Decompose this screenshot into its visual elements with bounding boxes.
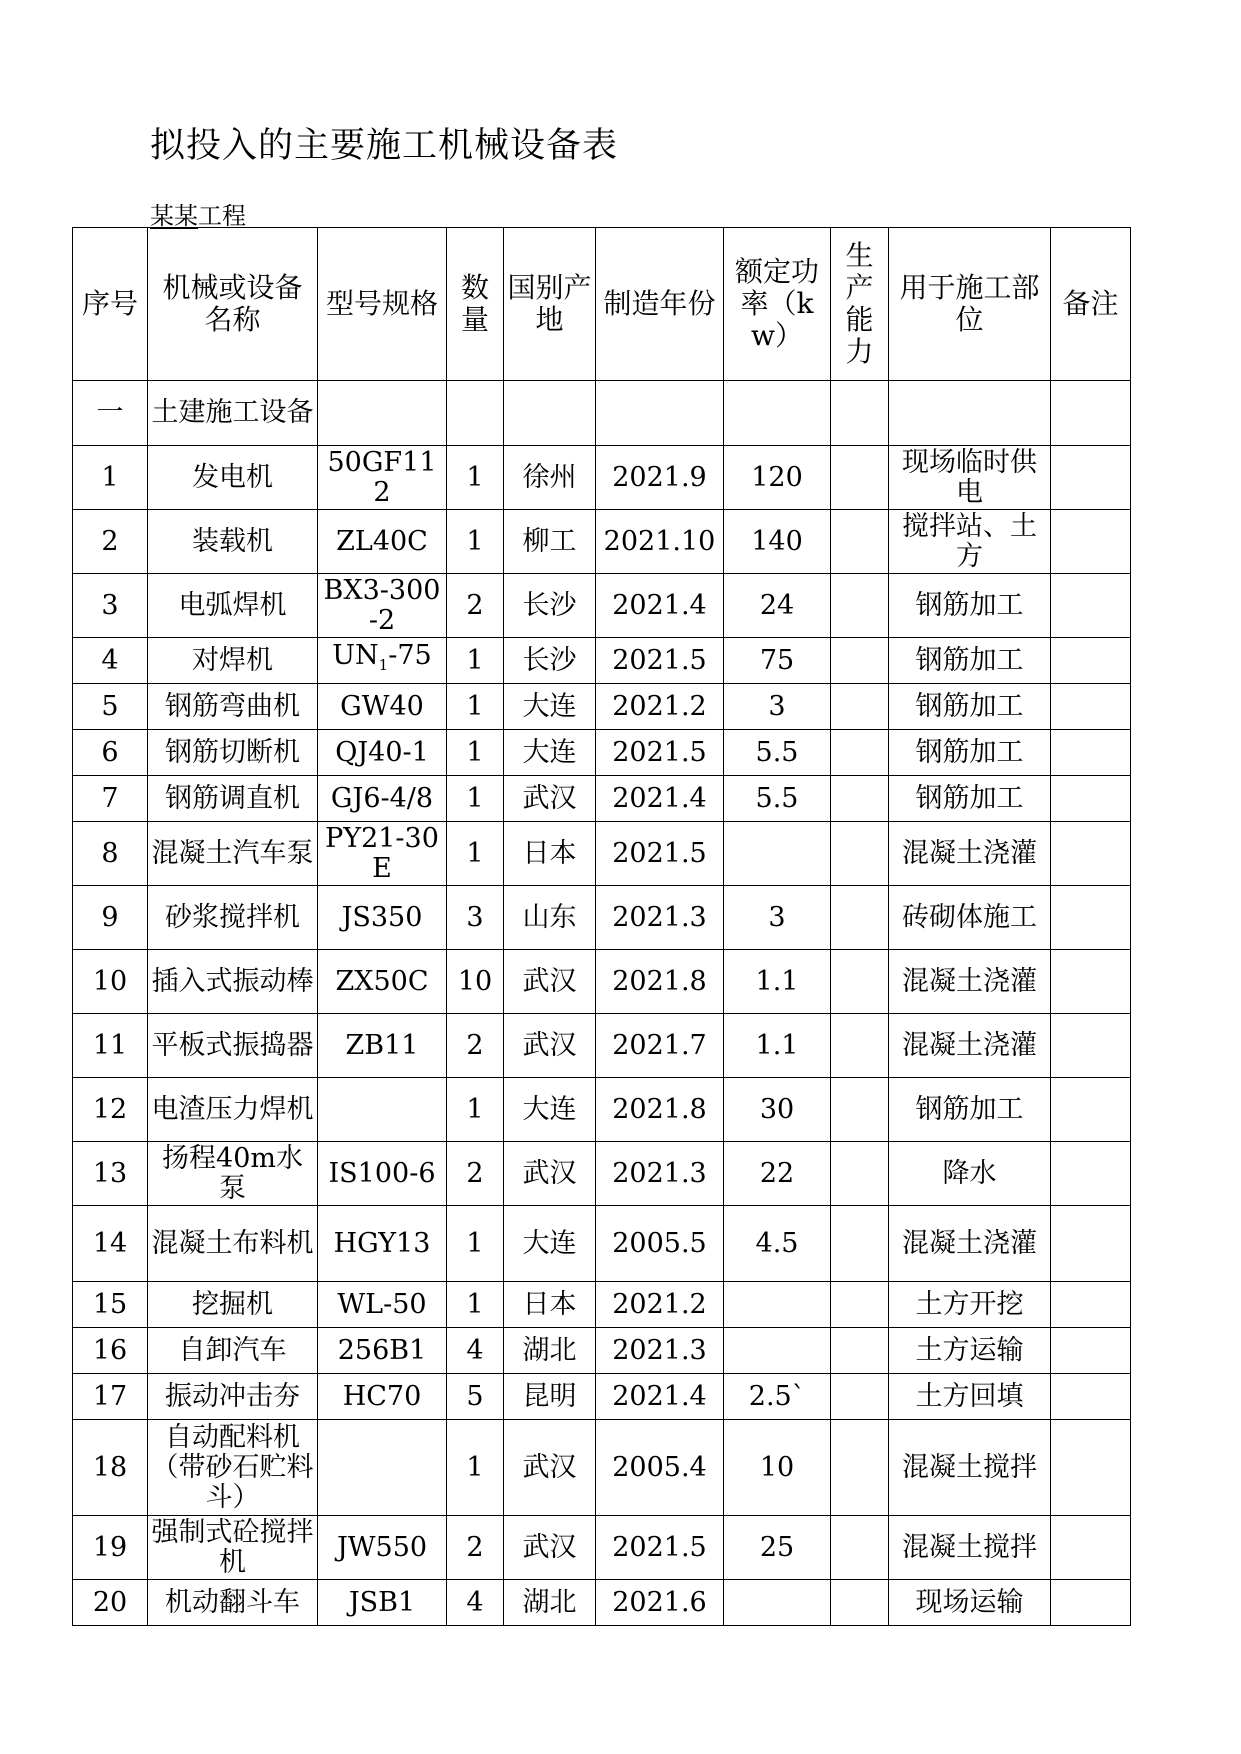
model-spec-tail: -75	[388, 640, 432, 671]
table-row	[73, 1282, 1131, 1328]
row-number: 7	[73, 776, 148, 822]
model-spec: HC70	[318, 1374, 447, 1420]
header-cell: 备注	[1051, 228, 1131, 381]
remark	[1051, 1282, 1131, 1328]
origin: 武汉	[504, 1142, 596, 1206]
rated-power	[724, 1328, 831, 1374]
capacity	[831, 1580, 889, 1626]
remark	[1051, 1078, 1131, 1142]
capacity	[831, 1328, 889, 1374]
header-cell: 国别产地	[504, 228, 596, 381]
rated-power	[724, 1282, 831, 1328]
equipment-name: 混凝土汽车泵	[148, 822, 318, 886]
row-number: 13	[73, 1142, 148, 1206]
capacity	[831, 1206, 889, 1282]
usage-location: 钢筋加工	[889, 684, 1051, 730]
manufacture-year: 2021.5	[596, 1516, 724, 1580]
model-spec-subscript: 1	[378, 656, 389, 674]
equipment-name: 钢筋调直机	[148, 776, 318, 822]
rated-power: 3	[724, 684, 831, 730]
quantity: 3	[447, 886, 504, 950]
rated-power: 2.5`	[724, 1374, 831, 1420]
remark	[1051, 1014, 1131, 1078]
quantity: 4	[447, 1328, 504, 1374]
quantity: 2	[447, 1014, 504, 1078]
remark	[1051, 730, 1131, 776]
rated-power: 140	[724, 510, 831, 574]
model-spec: QJ40-1	[318, 730, 447, 776]
origin: 大连	[504, 684, 596, 730]
manufacture-year: 2021.3	[596, 1328, 724, 1374]
quantity: 2	[447, 1516, 504, 1580]
table-row	[73, 1014, 1131, 1078]
rated-power: 5.5	[724, 776, 831, 822]
equipment-name: 电渣压力焊机	[148, 1078, 318, 1142]
header-cell: 序号	[73, 228, 148, 381]
capacity	[831, 1516, 889, 1580]
capacity	[831, 1420, 889, 1516]
equipment-name: 插入式振动棒	[148, 950, 318, 1014]
equipment-name: 电弧焊机	[148, 574, 318, 638]
quantity: 1	[447, 1206, 504, 1282]
table-row	[73, 1516, 1131, 1580]
header-cell: 额定功率（kw）	[724, 228, 831, 381]
row-number: 15	[73, 1282, 148, 1328]
remark	[1051, 1420, 1131, 1516]
row-number: 9	[73, 886, 148, 950]
manufacture-year: 2021.10	[596, 510, 724, 574]
remark	[1051, 1516, 1131, 1580]
quantity: 1	[447, 776, 504, 822]
model-spec	[318, 1078, 447, 1142]
header-cell: 机械或设备名称	[148, 228, 318, 381]
usage-location: 混凝土搅拌	[889, 1420, 1051, 1516]
equipment-name: 振动冲击夯	[148, 1374, 318, 1420]
table-row	[73, 1142, 1131, 1206]
section-row	[73, 381, 1131, 446]
manufacture-year: 2021.5	[596, 822, 724, 886]
remark	[1051, 684, 1131, 730]
model-spec-main: UN	[332, 640, 379, 671]
table-row	[73, 950, 1131, 1014]
rated-power: 120	[724, 446, 831, 510]
usage-location: 土方开挖	[889, 1282, 1051, 1328]
manufacture-year: 2021.8	[596, 1078, 724, 1142]
capacity	[831, 776, 889, 822]
quantity: 1	[447, 730, 504, 776]
table-row	[73, 776, 1131, 822]
equipment-name: 装载机	[148, 510, 318, 574]
quantity: 1	[447, 1282, 504, 1328]
rated-power: 30	[724, 1078, 831, 1142]
table-row	[73, 510, 1131, 574]
model-spec: IS100-6	[318, 1142, 447, 1206]
table-row	[73, 1328, 1131, 1374]
quantity: 2	[447, 1142, 504, 1206]
capacity	[831, 446, 889, 510]
quantity: 4	[447, 1580, 504, 1626]
model-spec: ZB11	[318, 1014, 447, 1078]
origin: 日本	[504, 822, 596, 886]
manufacture-year: 2021.9	[596, 446, 724, 510]
usage-location: 土方运输	[889, 1328, 1051, 1374]
rated-power	[724, 822, 831, 886]
rated-power: 75	[724, 638, 831, 684]
manufacture-year: 2021.6	[596, 1580, 724, 1626]
equipment-name: 混凝土布料机	[148, 1206, 318, 1282]
quantity: 1	[447, 684, 504, 730]
manufacture-year: 2021.5	[596, 730, 724, 776]
remark	[1051, 776, 1131, 822]
rated-power: 4.5	[724, 1206, 831, 1282]
model-spec: JS350	[318, 886, 447, 950]
remark	[1051, 1374, 1131, 1420]
table-row	[73, 638, 1131, 684]
row-number: 3	[73, 574, 148, 638]
capacity	[831, 638, 889, 684]
table-row	[73, 446, 1131, 510]
equipment-name: 钢筋切断机	[148, 730, 318, 776]
rated-power: 22	[724, 1142, 831, 1206]
quantity: 10	[447, 950, 504, 1014]
remark	[1051, 886, 1131, 950]
quantity: 1	[447, 822, 504, 886]
table-row	[73, 684, 1131, 730]
table-row	[73, 822, 1131, 886]
manufacture-year: 2021.4	[596, 776, 724, 822]
row-number: 12	[73, 1078, 148, 1142]
rated-power: 5.5	[724, 730, 831, 776]
origin: 武汉	[504, 1420, 596, 1516]
usage-location: 现场临时供电	[889, 446, 1051, 510]
capacity	[831, 1282, 889, 1328]
usage-location: 砖砌体施工	[889, 886, 1051, 950]
origin: 湖北	[504, 1328, 596, 1374]
row-number: 19	[73, 1516, 148, 1580]
project-name	[150, 196, 246, 231]
row-number: 4	[73, 638, 148, 684]
origin: 徐州	[504, 446, 596, 510]
capacity	[831, 1142, 889, 1206]
origin: 长沙	[504, 638, 596, 684]
equipment-name: 自动配料机（带砂石贮料斗）	[148, 1420, 318, 1516]
equipment-name: 强制式砼搅拌机	[148, 1516, 318, 1580]
manufacture-year: 2005.4	[596, 1420, 724, 1516]
row-number: 5	[73, 684, 148, 730]
row-number: 16	[73, 1328, 148, 1374]
equipment-name: 平板式振捣器	[148, 1014, 318, 1078]
model-spec: JW550	[318, 1516, 447, 1580]
usage-location: 混凝土搅拌	[889, 1516, 1051, 1580]
usage-location: 钢筋加工	[889, 1078, 1051, 1142]
capacity	[831, 1078, 889, 1142]
origin: 大连	[504, 1206, 596, 1282]
usage-location: 混凝土浇灌	[889, 1014, 1051, 1078]
manufacture-year: 2021.2	[596, 684, 724, 730]
rated-power: 3	[724, 886, 831, 950]
origin: 柳工	[504, 510, 596, 574]
header-cell: 生产能力	[831, 228, 889, 381]
row-number: 8	[73, 822, 148, 886]
row-number: 11	[73, 1014, 148, 1078]
rated-power: 24	[724, 574, 831, 638]
rated-power	[724, 1580, 831, 1626]
usage-location: 钢筋加工	[889, 776, 1051, 822]
header-row	[73, 228, 1131, 381]
origin: 武汉	[504, 1014, 596, 1078]
table-row	[73, 1374, 1131, 1420]
rated-power: 1.1	[724, 1014, 831, 1078]
usage-location: 混凝土浇灌	[889, 950, 1051, 1014]
equipment-name: 发电机	[148, 446, 318, 510]
remark	[1051, 446, 1131, 510]
model-spec: WL-50	[318, 1282, 447, 1328]
header-cell: 型号规格	[318, 228, 447, 381]
section-title: 土建施工设备	[148, 381, 318, 446]
row-number: 1	[73, 446, 148, 510]
origin: 武汉	[504, 776, 596, 822]
origin: 日本	[504, 1282, 596, 1328]
model-spec: ZL40C	[318, 510, 447, 574]
remark	[1051, 1142, 1131, 1206]
manufacture-year: 2021.2	[596, 1282, 724, 1328]
usage-location: 混凝土浇灌	[889, 822, 1051, 886]
origin: 大连	[504, 730, 596, 776]
capacity	[831, 1374, 889, 1420]
equipment-name: 挖掘机	[148, 1282, 318, 1328]
origin: 昆明	[504, 1374, 596, 1420]
table-row	[73, 730, 1131, 776]
usage-location: 钢筋加工	[889, 730, 1051, 776]
row-number: 14	[73, 1206, 148, 1282]
section-number: 一	[73, 381, 148, 446]
row-number: 17	[73, 1374, 148, 1420]
quantity: 1	[447, 1420, 504, 1516]
model-spec: BX3-300-2	[318, 574, 447, 638]
quantity: 1	[447, 446, 504, 510]
origin: 山东	[504, 886, 596, 950]
usage-location: 混凝土浇灌	[889, 1206, 1051, 1282]
quantity: 1	[447, 638, 504, 684]
table-row	[73, 1206, 1131, 1282]
capacity	[831, 886, 889, 950]
manufacture-year: 2021.3	[596, 1142, 724, 1206]
quantity: 5	[447, 1374, 504, 1420]
manufacture-year: 2021.8	[596, 950, 724, 1014]
row-number: 20	[73, 1580, 148, 1626]
origin: 大连	[504, 1078, 596, 1142]
capacity	[831, 730, 889, 776]
table-row	[73, 1580, 1131, 1626]
header-cell: 数量	[447, 228, 504, 381]
header-cell: 用于施工部位	[889, 228, 1051, 381]
capacity	[831, 950, 889, 1014]
manufacture-year: 2021.3	[596, 886, 724, 950]
usage-location: 钢筋加工	[889, 638, 1051, 684]
remark	[1051, 1206, 1131, 1282]
rated-power: 25	[724, 1516, 831, 1580]
capacity	[831, 684, 889, 730]
model-spec	[318, 1420, 447, 1516]
capacity	[831, 822, 889, 886]
model-spec: HGY13	[318, 1206, 447, 1282]
manufacture-year: 2021.4	[596, 1374, 724, 1420]
model-spec: PY21-30E	[318, 822, 447, 886]
row-number: 18	[73, 1420, 148, 1516]
remark	[1051, 510, 1131, 574]
origin: 湖北	[504, 1580, 596, 1626]
model-spec: GJ6-4/8	[318, 776, 447, 822]
usage-location: 钢筋加工	[889, 574, 1051, 638]
rated-power: 1.1	[724, 950, 831, 1014]
model-spec	[318, 638, 447, 684]
manufacture-year: 2021.7	[596, 1014, 724, 1078]
quantity: 2	[447, 574, 504, 638]
usage-location: 搅拌站、土方	[889, 510, 1051, 574]
rated-power: 10	[724, 1420, 831, 1516]
origin: 武汉	[504, 950, 596, 1014]
usage-location: 土方回填	[889, 1374, 1051, 1420]
equipment-name: 扬程40m水泵	[148, 1142, 318, 1206]
header-cell: 制造年份	[596, 228, 724, 381]
model-spec: ZX50C	[318, 950, 447, 1014]
model-spec: 50GF112	[318, 446, 447, 510]
manufacture-year: 2005.5	[596, 1206, 724, 1282]
model-spec: 256B1	[318, 1328, 447, 1374]
origin: 长沙	[504, 574, 596, 638]
table-row	[73, 1078, 1131, 1142]
quantity: 1	[447, 1078, 504, 1142]
equipment-name: 自卸汽车	[148, 1328, 318, 1374]
row-number: 6	[73, 730, 148, 776]
row-number: 10	[73, 950, 148, 1014]
table-row	[73, 574, 1131, 638]
quantity: 1	[447, 510, 504, 574]
equipment-table	[72, 227, 1131, 1626]
manufacture-year: 2021.5	[596, 638, 724, 684]
project-name-underlined: 某某	[150, 202, 198, 230]
model-spec: JSB1	[318, 1580, 447, 1626]
origin: 武汉	[504, 1516, 596, 1580]
equipment-name: 砂浆搅拌机	[148, 886, 318, 950]
remark	[1051, 1580, 1131, 1626]
usage-location: 降水	[889, 1142, 1051, 1206]
remark	[1051, 822, 1131, 886]
remark	[1051, 574, 1131, 638]
usage-location: 现场运输	[889, 1580, 1051, 1626]
capacity	[831, 574, 889, 638]
project-name-rest: 工程	[198, 202, 246, 230]
model-spec: GW40	[318, 684, 447, 730]
equipment-name: 钢筋弯曲机	[148, 684, 318, 730]
capacity	[831, 1014, 889, 1078]
equipment-name: 对焊机	[148, 638, 318, 684]
row-number: 2	[73, 510, 148, 574]
remark	[1051, 638, 1131, 684]
remark	[1051, 950, 1131, 1014]
page-title: 拟投入的主要施工机械设备表	[150, 126, 619, 166]
remark	[1051, 1328, 1131, 1374]
equipment-name: 机动翻斗车	[148, 1580, 318, 1626]
table-row	[73, 1420, 1131, 1516]
capacity	[831, 510, 889, 574]
manufacture-year: 2021.4	[596, 574, 724, 638]
table-row	[73, 886, 1131, 950]
